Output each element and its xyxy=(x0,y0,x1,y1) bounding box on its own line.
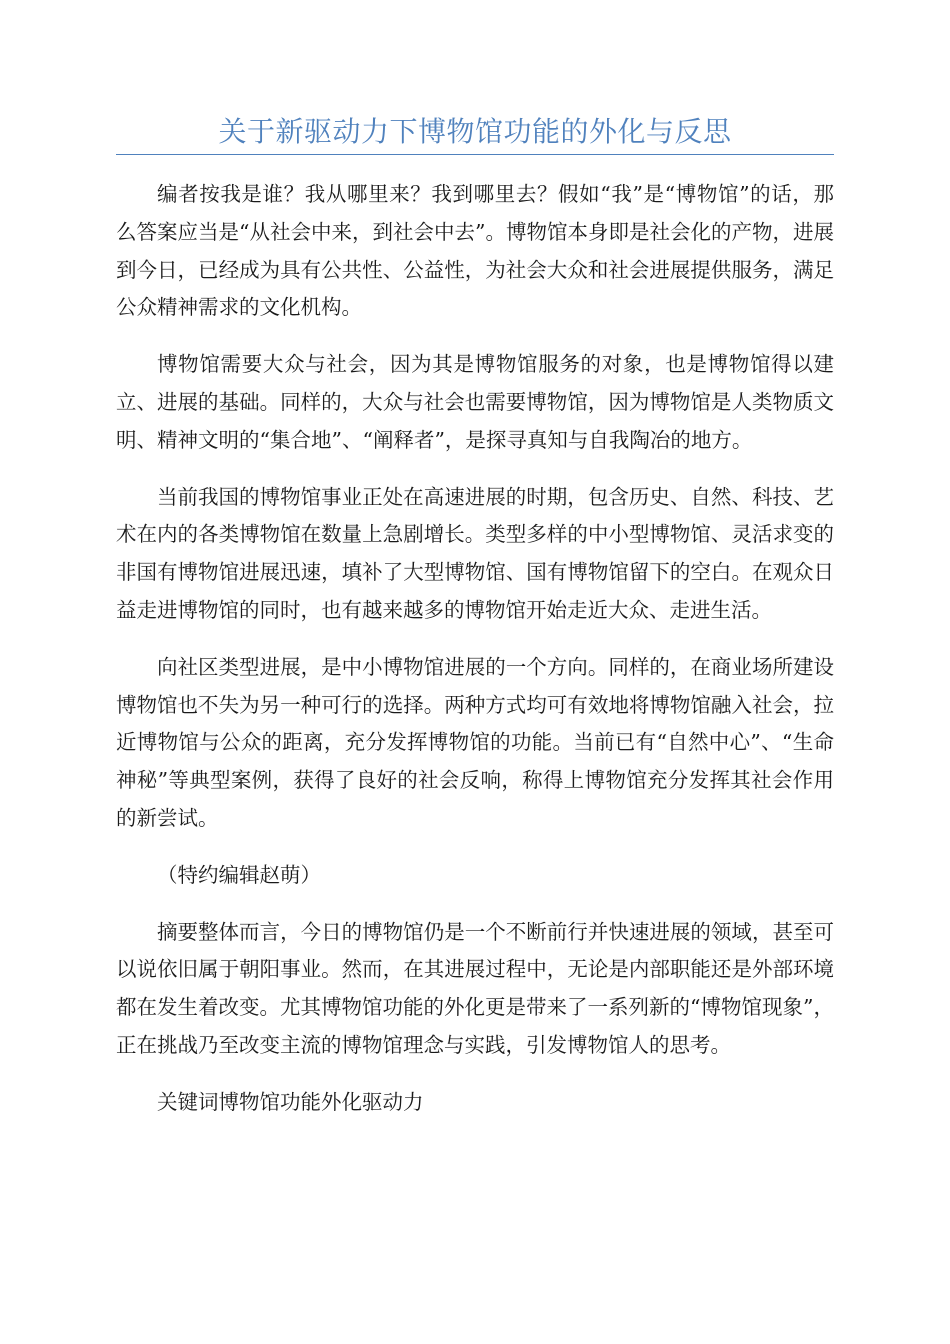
document-body xyxy=(116,176,834,1141)
body-paragraph: 向社区类型进展，是中小博物馆进展的一个方向。同样的，在商业场所建设博物馆也不失为另一种可行的选择。两种方式均可有效地将博物馆融入社会，拉近博物馆与公众的距离，充分发挥博物馆的功能。当前已有“自然中心”、“生命神秘”等典型案例，获得了良好的社会反响，称得上博物馆充分发挥其社会作用的新尝试。 xyxy=(116,654,834,830)
abstract-paragraph: 摘要整体而言，今日的博物馆仍是一个不断前行并快速进展的领域，甚至可以说依旧属于朝阳事业。然而，在其进展过程中，无论是内部职能还是外部环境都在发生着改变。尤其博物馆功能的外化更是带来了一系列新的“博物馆现象”，正在挑战乃至改变主流的博物馆理念与实践，引发博物馆人的思考。 xyxy=(116,919,834,1057)
body-paragraph: 博物馆需要大众与社会，因为其是博物馆服务的对象，也是博物馆得以建立、进展的基础。同样的，大众与社会也需要博物馆，因为博物馆是人类物质文明、精神文明的“集合地”、“阐释者”，是探寻真知与自我陶冶的地方。 xyxy=(116,352,834,452)
body-paragraph: 当前我国的博物馆事业正处在高速进展的时期，包含历史、自然、科技、艺术在内的各类博物馆在数量上急剧增长。类型多样的中小型博物馆、灵活求变的非国有博物馆进展迅速，填补了大型博物馆、国有博物馆留下的空白。在观众日益走进博物馆的同时，也有越来越多的博物馆开始走近大众、走进生活。 xyxy=(116,484,834,622)
editor-note-paragraph: 编者按我是谁？我从哪里来？我到哪里去？假如“我”是“博物馆”的话，那么答案应当是“从社会中来，到社会中去”。博物馆本身即是社会化的产物，进展到今日，已经成为具有公共性、公益性，为社会大众和社会进展提供服务，满足公众精神需求的文化机构。 xyxy=(116,182,834,320)
special-editor-credit: （特约编辑赵萌） xyxy=(157,862,321,887)
document-title: 关于新驱动力下博物馆功能的外化与反思 xyxy=(218,115,732,148)
title-underline xyxy=(116,154,834,155)
keywords-paragraph: 关键词博物馆功能外化驱动力 xyxy=(157,1089,424,1114)
